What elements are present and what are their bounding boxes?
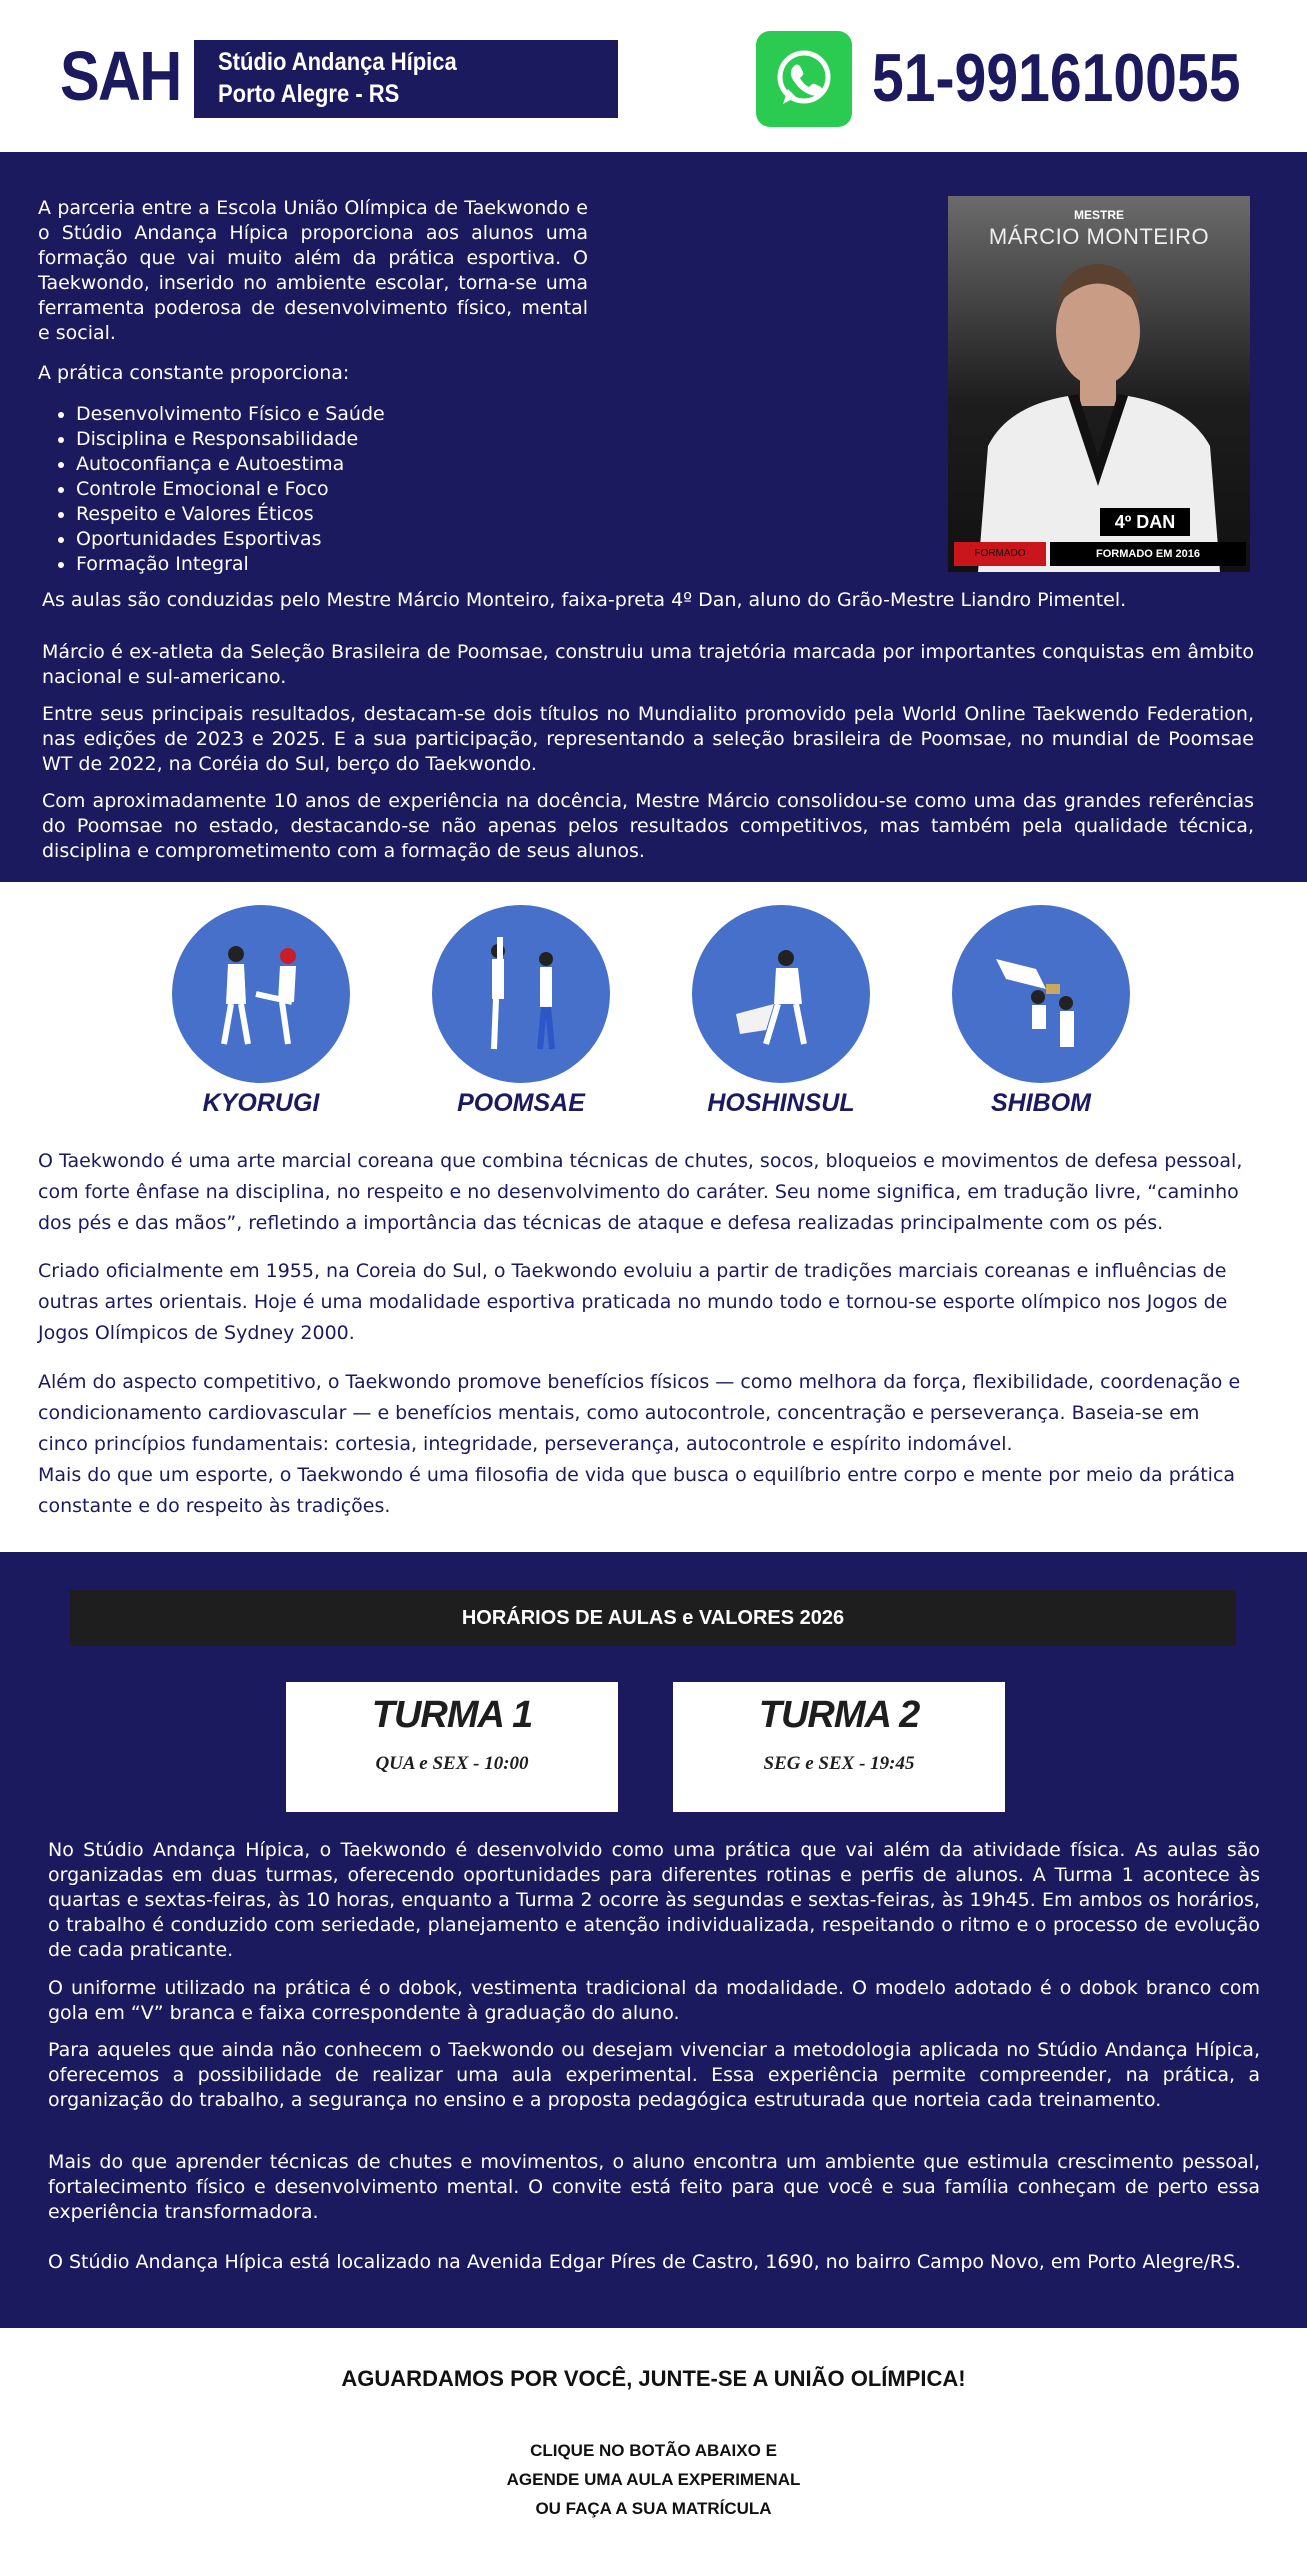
footer-cta xyxy=(0,2436,1307,2523)
modality-label: POOMSAE xyxy=(457,1089,585,1117)
formado-badge: FORMADO xyxy=(954,542,1046,566)
master-bio-2: Márcio é ex-atleta da Seleção Brasileira de Poomsae, construiu uma trajetória marcada por importantes conquistas em âmbito nacional e sul-americano. xyxy=(42,641,1254,688)
formado-year-badge: FORMADO EM 2016 xyxy=(1050,542,1246,566)
master-bio-1: As aulas são conduzidas pelo Mestre Márcio Monteiro, faixa-preta 4º Dan, aluno do Grão-Mestre Liandro Pimentel. xyxy=(42,589,1127,611)
class-name: TURMA 1 xyxy=(371,1694,533,1736)
class-time: QUA e SEX - 10:00 xyxy=(375,1753,529,1774)
list-item: • Respeito e Valores Éticos xyxy=(76,502,385,527)
about-paragraph-4: Mais do que um esporte, o Taekwondo é uma filosofia de vida que busca o equilíbrio entre corpo e mente por meio da prática constante e do respeito às tradições. xyxy=(38,1464,1236,1517)
studio-box xyxy=(194,40,618,118)
master-photo xyxy=(948,196,1250,572)
class-time: SEG e SEX - 19:45 xyxy=(763,1753,915,1774)
schedule-title: HORÁRIOS DE AULAS e VALORES 2026 xyxy=(70,1590,1236,1646)
whatsapp-icon[interactable] xyxy=(756,31,852,127)
modalities-row xyxy=(0,905,1307,1125)
modality-shibom xyxy=(951,905,1131,1118)
intro-paragraph: A parceria entre a Escola União Olímpica de Taekwondo e o Stúdio Andança Hípica proporciona aos alunos uma formação que vai muito além da prática esportiva. O Taekwondo, inserido no ambiente escolar, torna-se uma ferramenta poderosa de desenvolvimento físico, mental e social. xyxy=(38,197,588,344)
list-item: • Oportunidades Esportivas xyxy=(76,527,385,552)
modality-hoshinsul xyxy=(691,905,871,1118)
list-item: • Disciplina e Responsabilidade xyxy=(76,427,385,452)
cta-line: OU FAÇA A SUA MATRÍCULA xyxy=(535,2499,772,2518)
header xyxy=(0,0,1307,152)
class-card-2 xyxy=(673,1682,1005,1812)
poomsae-image xyxy=(432,905,610,1083)
master-bio-3: Entre seus principais resultados, destacam-se dois títulos no Mundialito promovido pela World Online Taekwendo Federation, nas edições de 2023 e 2025. E a sua participação, representando a seleção brasileira de Poomsae, no mundial de Poomsae WT de 2022, na Coréia do Sul, berço do Taekwondo. xyxy=(42,703,1254,775)
modality-kyorugi xyxy=(171,905,351,1118)
schedule-section xyxy=(0,1552,1307,2328)
shibom-image xyxy=(952,905,1130,1083)
phone-number[interactable]: 51-991610055 xyxy=(872,40,1241,116)
details-paragraph-2: O uniforme utilizado na prática é o dobok, vestimenta tradicional da modalidade. O modelo adotado é o dobok branco com gola em “V” branca e faixa correspondente à graduação do aluno. xyxy=(48,1977,1260,2024)
logo: SAH xyxy=(60,37,181,115)
benefits-lead: A prática constante proporciona: xyxy=(38,362,350,384)
list-item: • Desenvolvimento Físico e Saúde xyxy=(76,402,385,427)
modality-poomsae xyxy=(431,905,611,1118)
details-paragraph-1: No Stúdio Andança Hípica, o Taekwondo é desenvolvido como uma prática que vai além da atividade física. As aulas são organizadas em duas turmas, oferecendo oportunidades para diferentes rotinas e perfis de alunos. A Turma 1 acontece às quartas e sextas-feiras, às 10 horas, enquanto a Turma 2 ocorre às segundas e sextas-feiras, às 19h45. Em ambos os horários, o trabalho é conduzido com seriedade, planejamento e atenção individualizada, respeitando o ritmo e o processo de evolução de cada praticante. xyxy=(48,1839,1260,1961)
list-item: • Autoconfiança e Autoestima xyxy=(76,452,385,477)
master-poster xyxy=(948,196,1250,572)
poster-title: MESTRE xyxy=(1073,208,1124,222)
rank-badge: 4º DAN xyxy=(1100,508,1190,536)
cta-line: AGENDE UMA AULA EXPERIMENAL xyxy=(506,2470,801,2489)
cta-line: CLIQUE NO BOTÃO ABAIXO E xyxy=(530,2441,777,2460)
master-bio-4: Com aproximadamente 10 anos de experiência na docência, Mestre Márcio consolidou-se como uma das grandes referências do Poomsae no estado, destacando-se não apenas pelos resultados competitivos, mas também pela qualidade técnica, disciplina e comprometimento com a formação de seus alunos. xyxy=(42,790,1254,862)
details-paragraph-5: O Stúdio Andança Hípica está localizado na Avenida Edgar Píres de Castro, 1690, no bairro Campo Novo, em Porto Alegre/RS. xyxy=(48,2251,1242,2273)
details-paragraph-3: Para aqueles que ainda não conhecem o Taekwondo ou desejam vivenciar a metodologia aplicada no Stúdio Andança Hípica, oferecemos a possibilidade de realizar uma aula experimental. Essa experiência permite compreender, na prática, a organização do trabalho, a segurança no ensino e a proposta pedagógica estruturada que norteia cada treinamento. xyxy=(48,2039,1260,2111)
modality-label: KYORUGI xyxy=(202,1089,320,1117)
studio-location: Porto Alegre - RS xyxy=(218,80,400,108)
hoshinsul-image xyxy=(692,905,870,1083)
about-paragraph-2: Criado oficialmente em 1955, na Coreia do Sul, o Taekwondo evoluiu a partir de tradições marciais coreanas e influências de outras artes orientais. Hoje é uma modalidade esportiva praticada no mundo todo e tornou-se esporte olímpico nos Jogos de Jogos Olímpicos de Sydney 2000. xyxy=(38,1260,1228,1344)
list-item: • Formação Integral xyxy=(76,552,385,577)
about-paragraph-1: O Taekwondo é uma arte marcial coreana que combina técnicas de chutes, socos, bloqueios e movimentos de defesa pessoal, com forte ênfase na disciplina, no respeito e no desenvolvimento do caráter. Seu nome significa, em tradução livre, “caminho dos pés e das mãos”, refletindo a importância das técnicas de ataque e defesa realizadas principalmente com os pés. xyxy=(38,1150,1243,1234)
kyorugi-image xyxy=(172,905,350,1083)
class-name: TURMA 2 xyxy=(758,1694,920,1736)
studio-name: Stúdio Andança Hípica xyxy=(218,48,457,76)
list-item: • Controle Emocional e Foco xyxy=(76,477,385,502)
about-paragraph-3: Além do aspecto competitivo, o Taekwondo promove benefícios físicos — como melhora da força, flexibilidade, coordenação e condicionamento cardiovascular — e benefícios mentais, como autocontrole, concentração e perseverança. Baseia-se em cinco princípios fundamentais: cortesia, integridade, perseverança, autocontrole e espírito indomável. xyxy=(38,1371,1241,1455)
footer-title: AGUARDAMOS POR VOCÊ, JUNTE-SE A UNIÃO OLÍMPICA! xyxy=(341,2366,966,2391)
benefits-list xyxy=(76,402,385,577)
poster-name: MÁRCIO MONTEIRO xyxy=(988,224,1210,249)
details-paragraph-4: Mais do que aprender técnicas de chutes e movimentos, o aluno encontra um ambiente que estimula crescimento pessoal, fortalecimento físico e desenvolvimento mental. O convite está feito para que você e sua família conheçam de perto essa experiência transformadora. xyxy=(48,2151,1260,2223)
class-card-1 xyxy=(286,1682,618,1812)
modality-label: SHIBOM xyxy=(991,1089,1091,1117)
intro-section xyxy=(0,152,1307,882)
modality-label: HOSHINSUL xyxy=(707,1089,855,1117)
